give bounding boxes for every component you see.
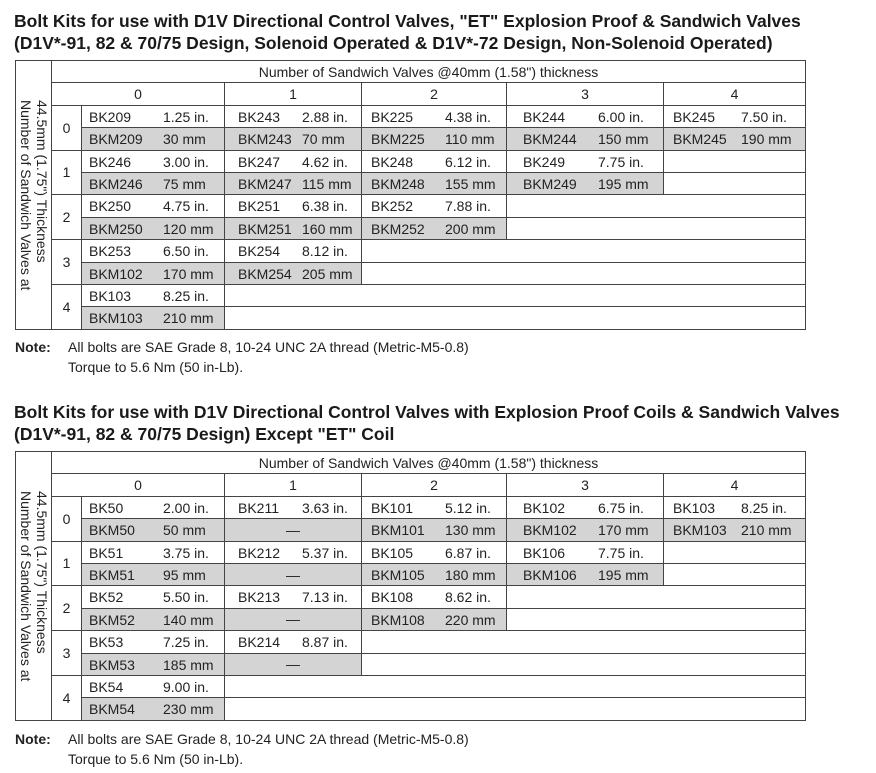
kit-length: 7.13 in. xyxy=(302,589,348,606)
metric-kit-cell xyxy=(507,172,664,194)
kit-length: 210 mm xyxy=(163,310,214,327)
kit-length: 3.00 in. xyxy=(163,153,209,170)
metric-kit-cell xyxy=(82,653,225,675)
inch-kit-cell xyxy=(82,105,225,127)
table-row-inch xyxy=(16,586,806,608)
row-axis-label-line: 44.5mm (1.75") Thickness xyxy=(33,99,50,263)
table-row-metric xyxy=(16,563,806,585)
table-row-inch xyxy=(16,150,806,172)
kit-code: BKM105 xyxy=(371,566,425,583)
column-number: 3 xyxy=(507,83,664,105)
kit-code: BK50 xyxy=(89,499,124,516)
kit-code: BK103 xyxy=(673,499,716,516)
kit-length: 140 mm xyxy=(163,611,214,628)
kit-code: BK54 xyxy=(89,678,124,695)
table-row-metric xyxy=(16,217,806,239)
inch-kit-cell xyxy=(82,240,225,262)
metric-kit-cell xyxy=(225,217,362,239)
kit-code: BK245 xyxy=(673,108,716,125)
metric-kit-cell xyxy=(82,128,225,150)
empty-cell xyxy=(664,563,806,585)
kit-code: BKM246 xyxy=(89,175,143,192)
kit-length: 95 mm xyxy=(163,566,206,583)
column-number: 0 xyxy=(52,474,225,496)
kit-length: 170 mm xyxy=(163,265,214,282)
kit-length: 3.75 in. xyxy=(163,544,209,561)
note-1 xyxy=(15,337,469,377)
kit-length: 120 mm xyxy=(163,220,214,237)
kit-length: 7.88 in. xyxy=(445,198,491,215)
table-row-inch xyxy=(16,496,806,518)
kit-length: 7.75 in. xyxy=(598,544,644,561)
inch-kit-cell xyxy=(82,631,225,653)
kit-code: BK51 xyxy=(89,544,124,561)
row-axis-label-line: Number of Sandwich Valves at xyxy=(17,490,34,682)
kit-code: BK105 xyxy=(371,544,414,561)
empty-cell xyxy=(664,150,806,172)
title-line: Bolt Kits for use with D1V Directional Control Valves with Explosion Proof Coils & Sandwich Valves xyxy=(14,402,840,422)
table-row-metric xyxy=(16,262,806,284)
inch-kit-cell xyxy=(82,586,225,608)
kit-code: BKM108 xyxy=(371,611,425,628)
empty-cell xyxy=(225,307,806,329)
kit-code: BK251 xyxy=(238,198,281,215)
row-axis-label xyxy=(16,452,52,721)
bolt-kit-table-2 xyxy=(15,451,806,721)
inch-kit-cell xyxy=(225,195,362,217)
column-number: 3 xyxy=(507,474,664,496)
kit-length: 7.50 in. xyxy=(741,108,787,125)
kit-code: BKM53 xyxy=(89,656,135,673)
kit-code: BK103 xyxy=(89,287,132,304)
kit-length: 190 mm xyxy=(741,131,792,148)
not-available: — xyxy=(286,521,300,538)
note-text: Torque to 5.6 Nm (50 in-Lb). xyxy=(68,751,244,767)
kit-length: 8.87 in. xyxy=(302,634,348,651)
inch-kit-cell xyxy=(507,496,664,518)
kit-code: BKM251 xyxy=(238,220,292,237)
metric-kit-cell xyxy=(664,128,806,150)
kit-code: BK101 xyxy=(371,499,414,516)
metric-kit-cell xyxy=(507,563,664,585)
metric-kit-cell xyxy=(507,519,664,541)
table-row-inch xyxy=(16,240,806,262)
kit-length: 185 mm xyxy=(163,656,214,673)
kit-code: BKM254 xyxy=(238,265,292,282)
metric-kit-cell xyxy=(362,128,507,150)
inch-kit-cell xyxy=(664,105,806,127)
metric-kit-cell xyxy=(664,519,806,541)
row-number: 2 xyxy=(52,195,82,240)
inch-kit-cell xyxy=(507,541,664,563)
empty-cell xyxy=(664,172,806,194)
kit-code: BK108 xyxy=(371,589,414,606)
kit-length: 70 mm xyxy=(302,131,345,148)
table-row-metric xyxy=(16,172,806,194)
kit-length: 155 mm xyxy=(445,175,496,192)
inch-kit-cell xyxy=(82,284,225,306)
inch-kit-cell xyxy=(507,150,664,172)
column-axis-label: Number of Sandwich Valves @40mm (1.58") thickness xyxy=(52,452,806,474)
metric-kit-cell xyxy=(225,519,362,541)
metric-kit-cell xyxy=(362,217,507,239)
kit-length: 3.63 in. xyxy=(302,499,348,516)
title-line: (D1V*-91, 82 & 70/75 Design) Except "ET" Coil xyxy=(14,424,395,444)
kit-length: 210 mm xyxy=(741,522,792,539)
kit-length: 195 mm xyxy=(598,566,649,583)
row-number: 0 xyxy=(52,105,82,150)
inch-kit-cell xyxy=(507,105,664,127)
metric-kit-cell xyxy=(225,563,362,585)
kit-length: 4.62 in. xyxy=(302,153,348,170)
kit-code: BK214 xyxy=(238,634,281,651)
kit-length: 6.38 in. xyxy=(302,198,348,215)
column-axis-label: Number of Sandwich Valves @40mm (1.58") thickness xyxy=(52,61,806,83)
kit-code: BKM248 xyxy=(371,175,425,192)
metric-kit-cell xyxy=(225,128,362,150)
kit-code: BK53 xyxy=(89,634,124,651)
kit-length: 6.12 in. xyxy=(445,153,491,170)
kit-code: BKM51 xyxy=(89,566,135,583)
kit-length: 5.37 in. xyxy=(302,544,348,561)
kit-code: BK213 xyxy=(238,589,281,606)
inch-kit-cell xyxy=(225,496,362,518)
row-number: 1 xyxy=(52,150,82,195)
kit-length: 6.50 in. xyxy=(163,243,209,260)
note-label: Note: xyxy=(15,339,51,355)
metric-kit-cell xyxy=(225,172,362,194)
row-number: 2 xyxy=(52,586,82,631)
kit-length: 6.00 in. xyxy=(598,108,644,125)
empty-cell xyxy=(664,541,806,563)
kit-length: 6.87 in. xyxy=(445,544,491,561)
kit-code: BK212 xyxy=(238,544,281,561)
kit-code: BK247 xyxy=(238,153,281,170)
kit-code: BK106 xyxy=(523,544,566,561)
kit-length: 205 mm xyxy=(302,265,353,282)
inch-kit-cell xyxy=(664,496,806,518)
metric-kit-cell xyxy=(82,217,225,239)
inch-kit-cell xyxy=(82,541,225,563)
table-row-inch xyxy=(16,631,806,653)
row-number: 4 xyxy=(52,675,82,720)
note-2 xyxy=(15,729,469,769)
metric-kit-cell xyxy=(225,608,362,630)
kit-length: 110 mm xyxy=(445,131,495,148)
kit-length: 8.62 in. xyxy=(445,589,491,606)
metric-kit-cell xyxy=(362,172,507,194)
kit-code: BKM102 xyxy=(523,522,577,539)
column-number: 2 xyxy=(362,474,507,496)
kit-code: BKM54 xyxy=(89,701,135,718)
row-number: 3 xyxy=(52,631,82,676)
section-title-1 xyxy=(14,10,801,54)
kit-length: 160 mm xyxy=(302,220,353,237)
metric-kit-cell xyxy=(82,262,225,284)
kit-code: BK243 xyxy=(238,108,281,125)
kit-code: BK52 xyxy=(89,589,124,606)
empty-cell xyxy=(225,675,806,697)
kit-code: BK249 xyxy=(523,153,566,170)
table-row-inch xyxy=(16,675,806,697)
inch-kit-cell xyxy=(82,195,225,217)
kit-code: BKM250 xyxy=(89,220,143,237)
kit-code: BK102 xyxy=(523,499,566,516)
not-available: — xyxy=(286,611,300,628)
inch-kit-cell xyxy=(362,541,507,563)
kit-code: BKM50 xyxy=(89,522,135,539)
column-number: 4 xyxy=(664,83,806,105)
kit-length: 2.88 in. xyxy=(302,108,348,125)
kit-code: BK246 xyxy=(89,153,132,170)
metric-kit-cell xyxy=(82,519,225,541)
kit-code: BKM52 xyxy=(89,611,135,628)
metric-kit-cell xyxy=(225,262,362,284)
empty-cell xyxy=(362,631,806,653)
not-available: — xyxy=(286,656,300,673)
column-number: 0 xyxy=(52,83,225,105)
kit-length: 8.25 in. xyxy=(741,499,787,516)
inch-kit-cell xyxy=(362,586,507,608)
kit-length: 7.25 in. xyxy=(163,634,209,651)
note-text: All bolts are SAE Grade 8, 10-24 UNC 2A thread (Metric-M5-0.8) xyxy=(68,339,469,355)
metric-kit-cell xyxy=(362,563,507,585)
note-label: Note: xyxy=(15,731,51,747)
empty-cell xyxy=(362,653,806,675)
kit-code: BK254 xyxy=(238,243,281,260)
kit-length: 50 mm xyxy=(163,522,206,539)
inch-kit-cell xyxy=(82,496,225,518)
kit-length: 2.00 in. xyxy=(163,499,209,516)
table-row-metric xyxy=(16,519,806,541)
kit-code: BKM244 xyxy=(523,131,577,148)
inch-kit-cell xyxy=(362,150,507,172)
kit-length: 220 mm xyxy=(445,611,496,628)
kit-code: BK209 xyxy=(89,108,132,125)
kit-length: 180 mm xyxy=(445,566,496,583)
table-row-inch xyxy=(16,105,806,127)
empty-cell xyxy=(362,240,806,262)
kit-length: 6.75 in. xyxy=(598,499,644,516)
empty-cell xyxy=(362,262,806,284)
column-number: 4 xyxy=(664,474,806,496)
kit-length: 1.25 in. xyxy=(163,108,209,125)
kit-code: BK250 xyxy=(89,198,132,215)
inch-kit-cell xyxy=(225,150,362,172)
empty-cell xyxy=(225,284,806,306)
empty-cell xyxy=(507,586,806,608)
kit-code: BK211 xyxy=(238,499,279,516)
kit-code: BKM252 xyxy=(371,220,425,237)
kit-length: 170 mm xyxy=(598,522,649,539)
inch-kit-cell xyxy=(362,496,507,518)
title-line: Bolt Kits for use with D1V Directional Control Valves, "ET" Explosion Proof & Sandwich Valves xyxy=(14,11,801,31)
inch-kit-cell xyxy=(225,631,362,653)
kit-length: 8.12 in. xyxy=(302,243,348,260)
kit-length: 130 mm xyxy=(445,522,496,539)
empty-cell xyxy=(507,217,806,239)
kit-code: BK248 xyxy=(371,153,414,170)
kit-code: BK244 xyxy=(523,108,566,125)
table-row-metric xyxy=(16,653,806,675)
metric-kit-cell xyxy=(82,698,225,720)
row-axis-label-line: 44.5mm (1.75") Thickness xyxy=(33,490,50,654)
metric-kit-cell xyxy=(82,608,225,630)
metric-kit-cell xyxy=(362,608,507,630)
kit-code: BKM243 xyxy=(238,131,292,148)
kit-code: BKM106 xyxy=(523,566,577,583)
kit-length: 30 mm xyxy=(163,131,206,148)
table-row-inch xyxy=(16,284,806,306)
kit-code: BKM101 xyxy=(371,522,425,539)
inch-kit-cell xyxy=(225,105,362,127)
title-line: (D1V*-91, 82 & 70/75 Design, Solenoid Operated & D1V*-72 Design, Non-Solenoid Operated) xyxy=(14,33,773,53)
metric-kit-cell xyxy=(507,128,664,150)
section-title-2 xyxy=(14,401,840,445)
kit-code: BKM249 xyxy=(523,175,577,192)
inch-kit-cell xyxy=(362,105,507,127)
not-available: — xyxy=(286,566,300,583)
kit-length: 9.00 in. xyxy=(163,678,209,695)
table-row-metric xyxy=(16,608,806,630)
kit-length: 5.12 in. xyxy=(445,499,491,516)
inch-kit-cell xyxy=(362,195,507,217)
kit-code: BKM209 xyxy=(89,131,143,148)
row-number: 1 xyxy=(52,541,82,586)
table-row-metric xyxy=(16,128,806,150)
kit-length: 150 mm xyxy=(598,131,649,148)
kit-code: BKM103 xyxy=(673,522,727,539)
kit-code: BKM247 xyxy=(238,175,292,192)
row-number: 4 xyxy=(52,284,82,329)
kit-length: 4.38 in. xyxy=(445,108,491,125)
kit-length: 195 mm xyxy=(598,175,649,192)
empty-cell xyxy=(507,195,806,217)
empty-cell xyxy=(507,608,806,630)
bolt-kit-table-1 xyxy=(15,60,806,330)
row-number: 3 xyxy=(52,240,82,285)
metric-kit-cell xyxy=(82,563,225,585)
inch-kit-cell xyxy=(82,675,225,697)
row-number: 0 xyxy=(52,496,82,541)
inch-kit-cell xyxy=(225,240,362,262)
column-number: 2 xyxy=(362,83,507,105)
kit-code: BK253 xyxy=(89,243,132,260)
kit-length: 4.75 in. xyxy=(163,198,209,215)
inch-kit-cell xyxy=(82,150,225,172)
kit-length: 75 mm xyxy=(163,175,206,192)
inch-kit-cell xyxy=(225,541,362,563)
metric-kit-cell xyxy=(82,172,225,194)
metric-kit-cell xyxy=(362,519,507,541)
empty-cell xyxy=(225,698,806,720)
metric-kit-cell xyxy=(225,653,362,675)
kit-length: 8.25 in. xyxy=(163,287,209,304)
table-row-inch xyxy=(16,195,806,217)
kit-code: BK252 xyxy=(371,198,414,215)
column-number: 1 xyxy=(225,474,362,496)
metric-kit-cell xyxy=(82,307,225,329)
kit-code: BKM245 xyxy=(673,131,727,148)
table-row-metric xyxy=(16,698,806,720)
kit-length: 7.75 in. xyxy=(598,153,644,170)
kit-code: BKM103 xyxy=(89,310,143,327)
row-axis-label xyxy=(16,61,52,330)
kit-length: 115 mm xyxy=(302,175,352,192)
table-row-inch xyxy=(16,541,806,563)
kit-code: BKM102 xyxy=(89,265,143,282)
kit-length: 230 mm xyxy=(163,701,214,718)
kit-code: BK225 xyxy=(371,108,414,125)
kit-code: BKM225 xyxy=(371,131,425,148)
note-text: All bolts are SAE Grade 8, 10-24 UNC 2A thread (Metric-M5-0.8) xyxy=(68,731,469,747)
kit-length: 5.50 in. xyxy=(163,589,209,606)
table-row-metric xyxy=(16,307,806,329)
kit-length: 200 mm xyxy=(445,220,496,237)
row-axis-label-line: Number of Sandwich Valves at xyxy=(17,99,34,291)
column-number: 1 xyxy=(225,83,362,105)
inch-kit-cell xyxy=(225,586,362,608)
note-text: Torque to 5.6 Nm (50 in-Lb). xyxy=(68,359,244,375)
